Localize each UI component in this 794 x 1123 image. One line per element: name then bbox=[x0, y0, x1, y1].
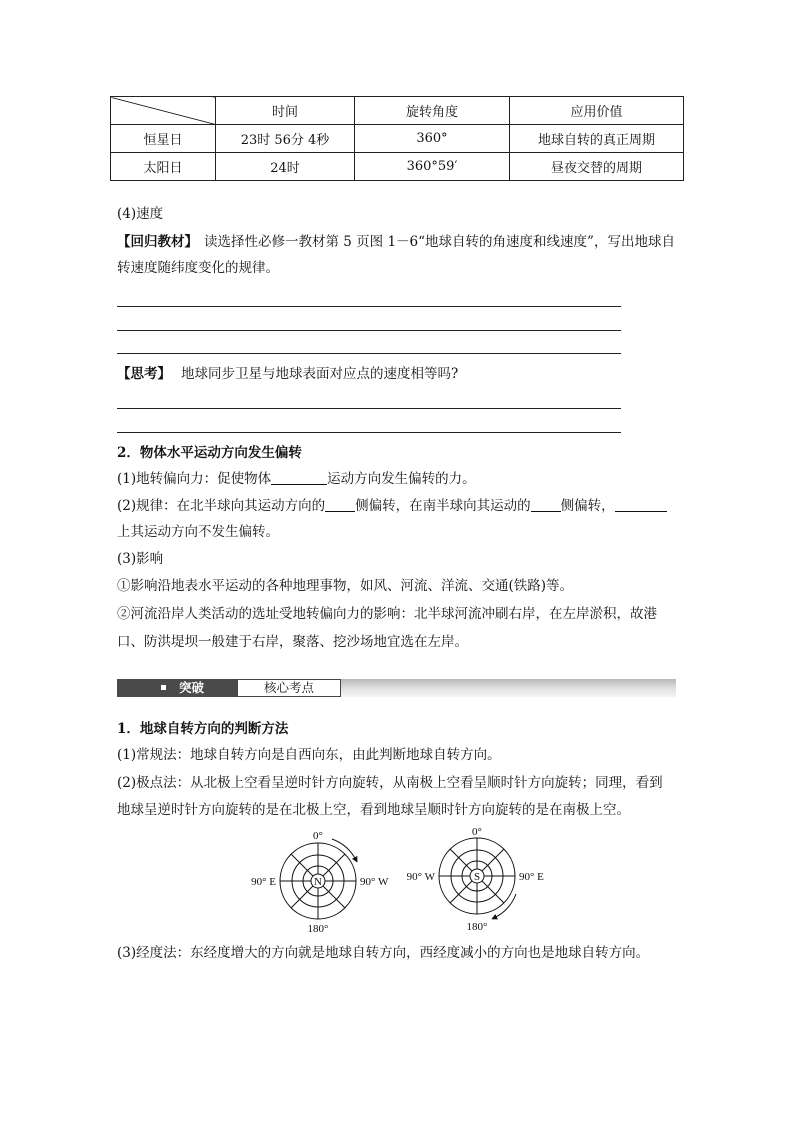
row-value: 地球自转的真正周期 bbox=[510, 125, 684, 153]
south-left-label: 90° W bbox=[406, 871, 435, 883]
fill-blank[interactable] bbox=[325, 497, 355, 512]
textbook-line-2: 转速度随纬度变化的规律。 bbox=[117, 260, 279, 276]
p2-text-a: (2)规律：在北半球向其运动方向的 bbox=[117, 498, 326, 514]
header-time: 时间 bbox=[216, 97, 355, 125]
table-header-row bbox=[111, 97, 684, 125]
speed-heading: (4)速度 bbox=[117, 206, 164, 222]
p1-text-b: 运动方向发生偏转的力。 bbox=[327, 471, 476, 487]
table-row bbox=[111, 153, 684, 181]
row-angle: 360°59′ bbox=[355, 153, 510, 181]
answer-line[interactable] bbox=[117, 353, 621, 354]
row-name: 太阳日 bbox=[111, 153, 216, 181]
banner-box-label: 核心考点 bbox=[237, 679, 341, 697]
fill-blank[interactable] bbox=[531, 497, 561, 512]
deflection-p5-2: 口、防洪堤坝一般建于右岸，聚落、挖沙场地宜选在左岸。 bbox=[117, 634, 468, 650]
row-time: 23时 56分 4秒 bbox=[216, 125, 355, 153]
north-pole-diagram bbox=[251, 830, 389, 935]
textbook-tag: 【回归教材】 bbox=[117, 234, 198, 250]
header-value: 应用价值 bbox=[510, 97, 684, 125]
south-bottom-label: 180° bbox=[466, 921, 488, 933]
deflection-p1 bbox=[117, 469, 476, 489]
header-angle: 旋转角度 bbox=[355, 97, 510, 125]
north-top-label: 0° bbox=[313, 830, 323, 842]
row-value: 昼夜交替的周期 bbox=[510, 153, 684, 181]
south-top-label: 0° bbox=[472, 826, 482, 838]
deflection-p4: ①影响沿地表水平运动的各种地理事物，如风、河流、洋流、交通(铁路)等。 bbox=[117, 578, 574, 594]
think-text: 地球同步卫星与地球表面对应点的速度相等吗? bbox=[181, 366, 459, 382]
table-row bbox=[111, 125, 684, 153]
polar-view-diagram bbox=[240, 826, 560, 938]
row-name: 恒星日 bbox=[111, 125, 216, 153]
p2-text-b: 侧偏转，在南半球向其运动的 bbox=[355, 498, 531, 514]
p2-text-c: 侧偏转， bbox=[560, 498, 615, 514]
south-right-label: 90° E bbox=[519, 871, 544, 883]
north-right-label: 90° W bbox=[360, 876, 389, 888]
square-bullet-icon bbox=[161, 685, 166, 690]
row-angle: 360° bbox=[355, 125, 510, 153]
rotation-p1: (1)常规法：地球自转方向是自西向东，由此判断地球自转方向。 bbox=[117, 747, 501, 763]
south-center-label: S bbox=[473, 871, 481, 883]
south-pole-diagram bbox=[407, 826, 544, 933]
think-tag: 【思考】 bbox=[117, 366, 171, 382]
rotation-p2-1: (2)极点法：从北极上空看呈逆时针方向旋转，从南极上空看呈顺时针方向旋转；同理，看到 bbox=[117, 775, 663, 791]
think-line bbox=[117, 364, 458, 384]
deflection-p3: (3)影响 bbox=[117, 551, 164, 567]
rotation-arrow-icon bbox=[332, 839, 356, 860]
banner-dark-label bbox=[117, 679, 237, 697]
textbook-line-1 bbox=[117, 232, 675, 252]
p1-text-a: (1)地转偏向力：促使物体 bbox=[117, 471, 272, 487]
deflection-heading: 2．物体水平运动方向发生偏转 bbox=[117, 445, 302, 461]
answer-line[interactable] bbox=[117, 306, 621, 307]
fill-blank[interactable] bbox=[615, 497, 667, 512]
north-left-label: 90° E bbox=[251, 876, 276, 888]
fill-blank[interactable] bbox=[271, 470, 327, 485]
answer-line[interactable] bbox=[117, 408, 621, 409]
deflection-p2-cont: 上其运动方向不发生偏转。 bbox=[117, 524, 279, 540]
rotation-arrow-icon bbox=[494, 894, 516, 918]
textbook-text: 读选择性必修一教材第 5 页图 1－6“地球自转的角速度和线速度”，写出地球自 bbox=[204, 234, 675, 250]
row-time: 24时 bbox=[216, 153, 355, 181]
answer-line[interactable] bbox=[117, 330, 621, 331]
day-comparison-table bbox=[110, 96, 684, 181]
answer-line[interactable] bbox=[117, 432, 621, 433]
north-bottom-label: 180° bbox=[307, 923, 329, 935]
rotation-p2-2: 地球呈逆时针方向旋转的是在北极上空，看到地球呈顺时针方向旋转的是在南极上空。 bbox=[117, 802, 630, 818]
rotation-heading: 1．地球自转方向的判断方法 bbox=[117, 721, 289, 737]
north-center-label: N bbox=[314, 876, 322, 888]
diagonal-header-cell bbox=[111, 97, 216, 125]
section-banner bbox=[117, 679, 676, 697]
rotation-p3: (3)经度法：东经度增大的方向就是地球自转方向，西经度减小的方向也是地球自转方向。 bbox=[117, 945, 650, 961]
banner-dark-text: 突破 bbox=[179, 680, 205, 695]
deflection-p2 bbox=[117, 496, 667, 516]
deflection-p5-1: ②河流沿岸人类活动的选址受地转偏向力的影响：北半球河流冲刷右岸，在左岸淤积，故港 bbox=[117, 606, 657, 622]
